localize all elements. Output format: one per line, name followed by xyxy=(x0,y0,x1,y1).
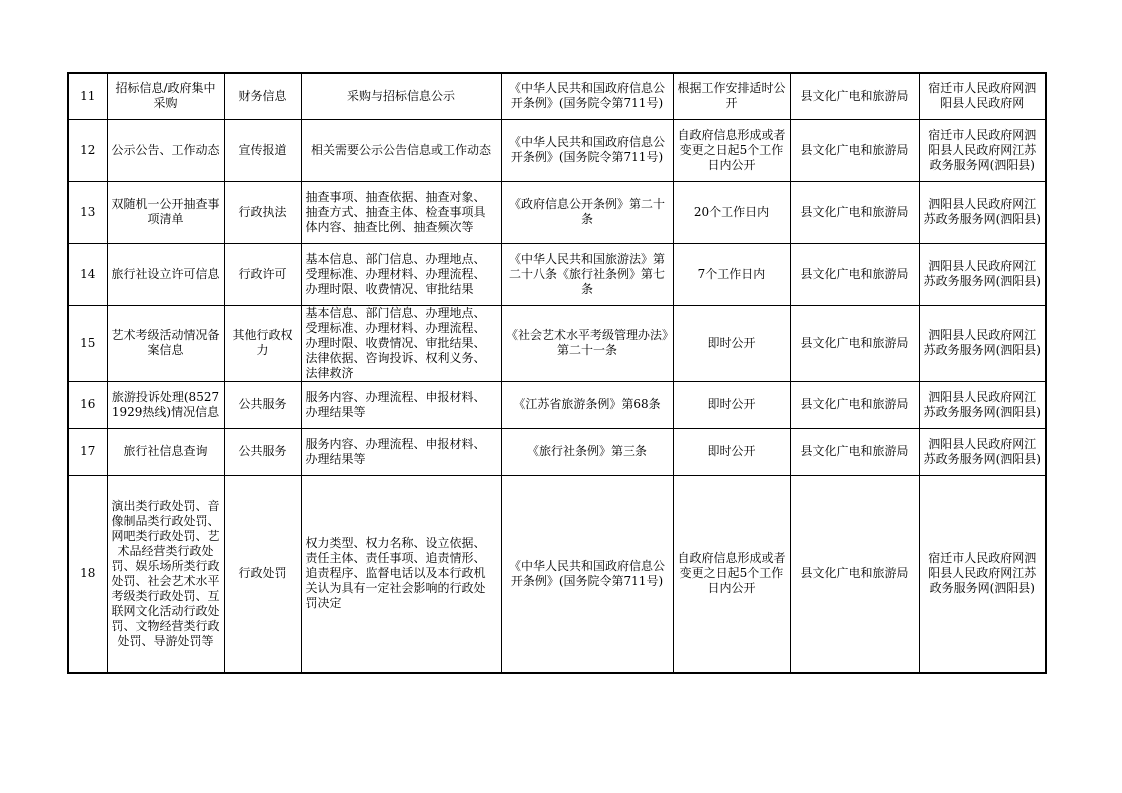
table-row xyxy=(68,73,1046,119)
item-name: 艺术考级活动情况备案信息 xyxy=(107,305,224,381)
info-category: 行政许可 xyxy=(224,243,301,305)
table-row xyxy=(68,181,1046,243)
info-category: 行政处罚 xyxy=(224,475,301,673)
disclosure-channel: 泗阳县人民政府网江苏政务服务网(泗阳县) xyxy=(919,428,1046,475)
disclosure-time: 即时公开 xyxy=(673,428,790,475)
table-row xyxy=(68,243,1046,305)
info-category: 行政执法 xyxy=(224,181,301,243)
disclosure-channel: 泗阳县人民政府网江苏政务服务网(泗阳县) xyxy=(919,381,1046,428)
legal-basis: 《政府信息公开条例》第二十条 xyxy=(501,181,673,243)
disclosure-time: 根据工作安排适时公开 xyxy=(673,73,790,119)
responsible-dept: 县文化广电和旅游局 xyxy=(790,119,919,181)
disclosure-time: 7个工作日内 xyxy=(673,243,790,305)
disclosure-content: 采购与招标信息公示 xyxy=(301,73,501,119)
disclosure-content: 权力类型、权力名称、设立依据、责任主体、责任事项、追责情形、追责程序、监督电话以及本行政机关认为具有一定社会影响的行政处罚决定 xyxy=(301,475,501,673)
row-number: 15 xyxy=(68,305,107,381)
disclosure-channel: 泗阳县人民政府网江苏政务服务网(泗阳县) xyxy=(919,305,1046,381)
disclosure-channel: 宿迁市人民政府网泗阳县人民政府网江苏政务服务网(泗阳县) xyxy=(919,475,1046,673)
disclosure-time: 自政府信息形成或者变更之日起5个工作日内公开 xyxy=(673,475,790,673)
legal-basis: 《中华人民共和国旅游法》第二十八条《旅行社条例》第七条 xyxy=(501,243,673,305)
item-name: 演出类行政处罚、音像制品类行政处罚、网吧类行政处罚、艺术品经营类行政处罚、娱乐场所类行政处罚、社会艺术水平考级类行政处罚、互联网文化活动行政处罚、文物经营类行政处罚、导游处罚等 xyxy=(107,475,224,673)
responsible-dept: 县文化广电和旅游局 xyxy=(790,243,919,305)
disclosure-time: 自政府信息形成或者变更之日起5个工作日内公开 xyxy=(673,119,790,181)
table-row xyxy=(68,119,1046,181)
disclosure-channel: 泗阳县人民政府网江苏政务服务网(泗阳县) xyxy=(919,243,1046,305)
disclosure-channel: 泗阳县人民政府网江苏政务服务网(泗阳县) xyxy=(919,181,1046,243)
table-row xyxy=(68,475,1046,673)
row-number: 13 xyxy=(68,181,107,243)
table-row xyxy=(68,381,1046,428)
legal-basis: 《中华人民共和国政府信息公开条例》(国务院令第711号) xyxy=(501,475,673,673)
table-row xyxy=(68,305,1046,381)
disclosure-content: 服务内容、办理流程、申报材料、办理结果等 xyxy=(301,428,501,475)
responsible-dept: 县文化广电和旅游局 xyxy=(790,73,919,119)
row-number: 12 xyxy=(68,119,107,181)
responsible-dept: 县文化广电和旅游局 xyxy=(790,475,919,673)
disclosure-time: 即时公开 xyxy=(673,305,790,381)
table-row xyxy=(68,428,1046,475)
row-number: 17 xyxy=(68,428,107,475)
disclosure-content: 基本信息、部门信息、办理地点、受理标准、办理材料、办理流程、办理时限、收费情况、审批结果 xyxy=(301,243,501,305)
legal-basis: 《社会艺术水平考级管理办法》第二十一条 xyxy=(501,305,673,381)
disclosure-content: 服务内容、办理流程、申报材料、办理结果等 xyxy=(301,381,501,428)
disclosure-channel: 宿迁市人民政府网泗阳县人民政府网 xyxy=(919,73,1046,119)
disclosure-content: 基本信息、部门信息、办理地点、受理标准、办理材料、办理流程、办理时限、收费情况、审批结果、法律依据、咨询投诉、权利义务、法律救济 xyxy=(301,305,501,381)
disclosure-channel: 宿迁市人民政府网泗阳县人民政府网江苏政务服务网(泗阳县) xyxy=(919,119,1046,181)
row-number: 14 xyxy=(68,243,107,305)
row-number: 16 xyxy=(68,381,107,428)
legal-basis: 《江苏省旅游条例》第68条 xyxy=(501,381,673,428)
responsible-dept: 县文化广电和旅游局 xyxy=(790,181,919,243)
item-name: 旅游投诉处理(85271929热线)情况信息 xyxy=(107,381,224,428)
info-category: 其他行政权力 xyxy=(224,305,301,381)
info-category: 财务信息 xyxy=(224,73,301,119)
row-number: 11 xyxy=(68,73,107,119)
disclosure-table xyxy=(67,72,1047,674)
responsible-dept: 县文化广电和旅游局 xyxy=(790,428,919,475)
info-category: 公共服务 xyxy=(224,428,301,475)
item-name: 招标信息/政府集中采购 xyxy=(107,73,224,119)
legal-basis: 《旅行社条例》第三条 xyxy=(501,428,673,475)
info-category: 公共服务 xyxy=(224,381,301,428)
row-number: 18 xyxy=(68,475,107,673)
item-name: 公示公告、工作动态 xyxy=(107,119,224,181)
item-name: 旅行社信息查询 xyxy=(107,428,224,475)
disclosure-content: 相关需要公示公告信息或工作动态 xyxy=(301,119,501,181)
disclosure-content: 抽查事项、抽查依据、抽查对象、抽查方式、抽查主体、检查事项具体内容、抽查比例、抽查频次等 xyxy=(301,181,501,243)
responsible-dept: 县文化广电和旅游局 xyxy=(790,381,919,428)
info-category: 宣传报道 xyxy=(224,119,301,181)
legal-basis: 《中华人民共和国政府信息公开条例》(国务院令第711号) xyxy=(501,73,673,119)
responsible-dept: 县文化广电和旅游局 xyxy=(790,305,919,381)
disclosure-time: 即时公开 xyxy=(673,381,790,428)
item-name: 旅行社设立许可信息 xyxy=(107,243,224,305)
item-name: 双随机一公开抽查事项清单 xyxy=(107,181,224,243)
disclosure-time: 20个工作日内 xyxy=(673,181,790,243)
legal-basis: 《中华人民共和国政府信息公开条例》(国务院令第711号) xyxy=(501,119,673,181)
